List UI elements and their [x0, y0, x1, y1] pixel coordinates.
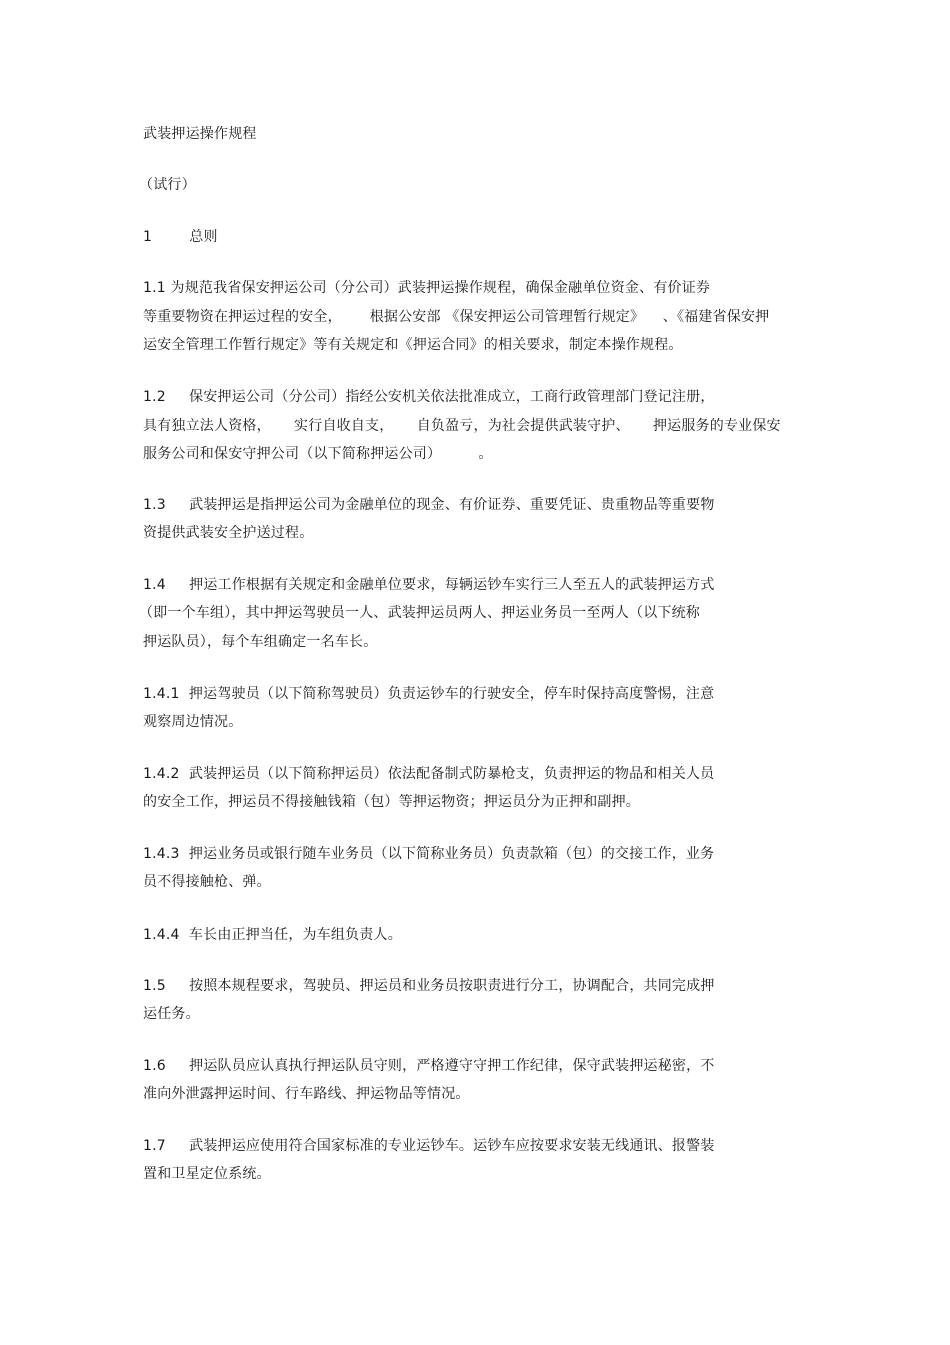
- paragraph-line: 1.4 押运工作根据有关规定和金融单位要求，每辆运钞车实行三人至五人的武装押运方式: [143, 577, 715, 593]
- paragraph-line: 运安全管理工作暂行规定》等有关规定和《押运合同》的相关要求，制定本操作规程。: [143, 337, 683, 353]
- section-heading: 1 总则: [143, 229, 218, 245]
- paragraph-line: 1.5 按照本规程要求，驾驶员、押运员和业务员按职责进行分工，协调配合，共同完成押: [143, 978, 715, 994]
- paragraph-line: 观察周边情况。: [143, 714, 243, 730]
- paragraph-line: 1.6 押运队员应认真执行押运队员守则，严格遵守守押工作纪律，保守武装押运秘密，不: [143, 1058, 715, 1074]
- paragraph-line: 1.7 武装押运应使用符合国家标准的专业运钞车。运钞车应按要求安装无线通讯、报警装: [143, 1138, 715, 1154]
- document-subtitle: （试行）: [139, 177, 196, 193]
- paragraph-line: 1.1 为规范我省保安押运公司（分公司）武装押运操作规程，确保金融单位资金、有价证券: [143, 280, 711, 296]
- paragraph-line: 置和卫星定位系统。: [143, 1166, 271, 1182]
- paragraph-line: 等重要物资在押运过程的安全， 根据公安部 《保安押运公司管理暂行规定》 、《福建省保安押: [143, 309, 770, 325]
- paragraph-line: 运任务。: [143, 1006, 200, 1022]
- document-title: 武装押运操作规程: [143, 126, 257, 142]
- paragraph-line: 1.4.2 武装押运员（以下简称押运员）依法配备制式防暴枪支，负责押运的物品和相关人员: [143, 766, 715, 782]
- paragraph-line: 准向外泄露押运时间、行车路线、押运物品等情况。: [143, 1086, 470, 1102]
- paragraph-line: 资提供武装安全护送过程。: [143, 525, 314, 541]
- paragraph-line: 1.4.3 押运业务员或银行随车业务员（以下简称业务员）负责款箱（包）的交接工作，业务: [143, 846, 715, 862]
- paragraph-line: 服务公司和保安守押公司（以下简称押运公司） 。: [143, 446, 493, 462]
- paragraph-line: 1.4.4 车长由正押当任，为车组负责人。: [143, 927, 402, 943]
- paragraph-line: 押运队员），每个车组确定一名车长。: [143, 634, 378, 650]
- paragraph-line: 1.3 武装押运是指押运公司为金融单位的现金、有价证券、重要凭证、贵重物品等重要物: [143, 497, 715, 513]
- paragraph-line: （即一个车组），其中押运驾驶员一人、武装押运员两人、押运业务员一至两人（以下统称: [139, 605, 700, 621]
- paragraph-line: 具有独立法人资格， 实行自收自支， 自负盈亏，为社会提供武装守护、 押运服务的专业保安: [143, 418, 781, 434]
- paragraph-line: 1.4.1 押运驾驶员（以下简称驾驶员）负责运钞车的行驶安全，停车时保持高度警惕，注意: [143, 686, 715, 702]
- paragraph-line: 员不得接触枪、弹。: [143, 874, 271, 890]
- paragraph-line: 1.2 保安押运公司（分公司）指经公安机关依法批准成立，工商行政管理部门登记注册，: [143, 389, 715, 405]
- paragraph-line: 的安全工作，押运员不得接触钱箱（包）等押运物资；押运员分为正押和副押。: [143, 794, 640, 810]
